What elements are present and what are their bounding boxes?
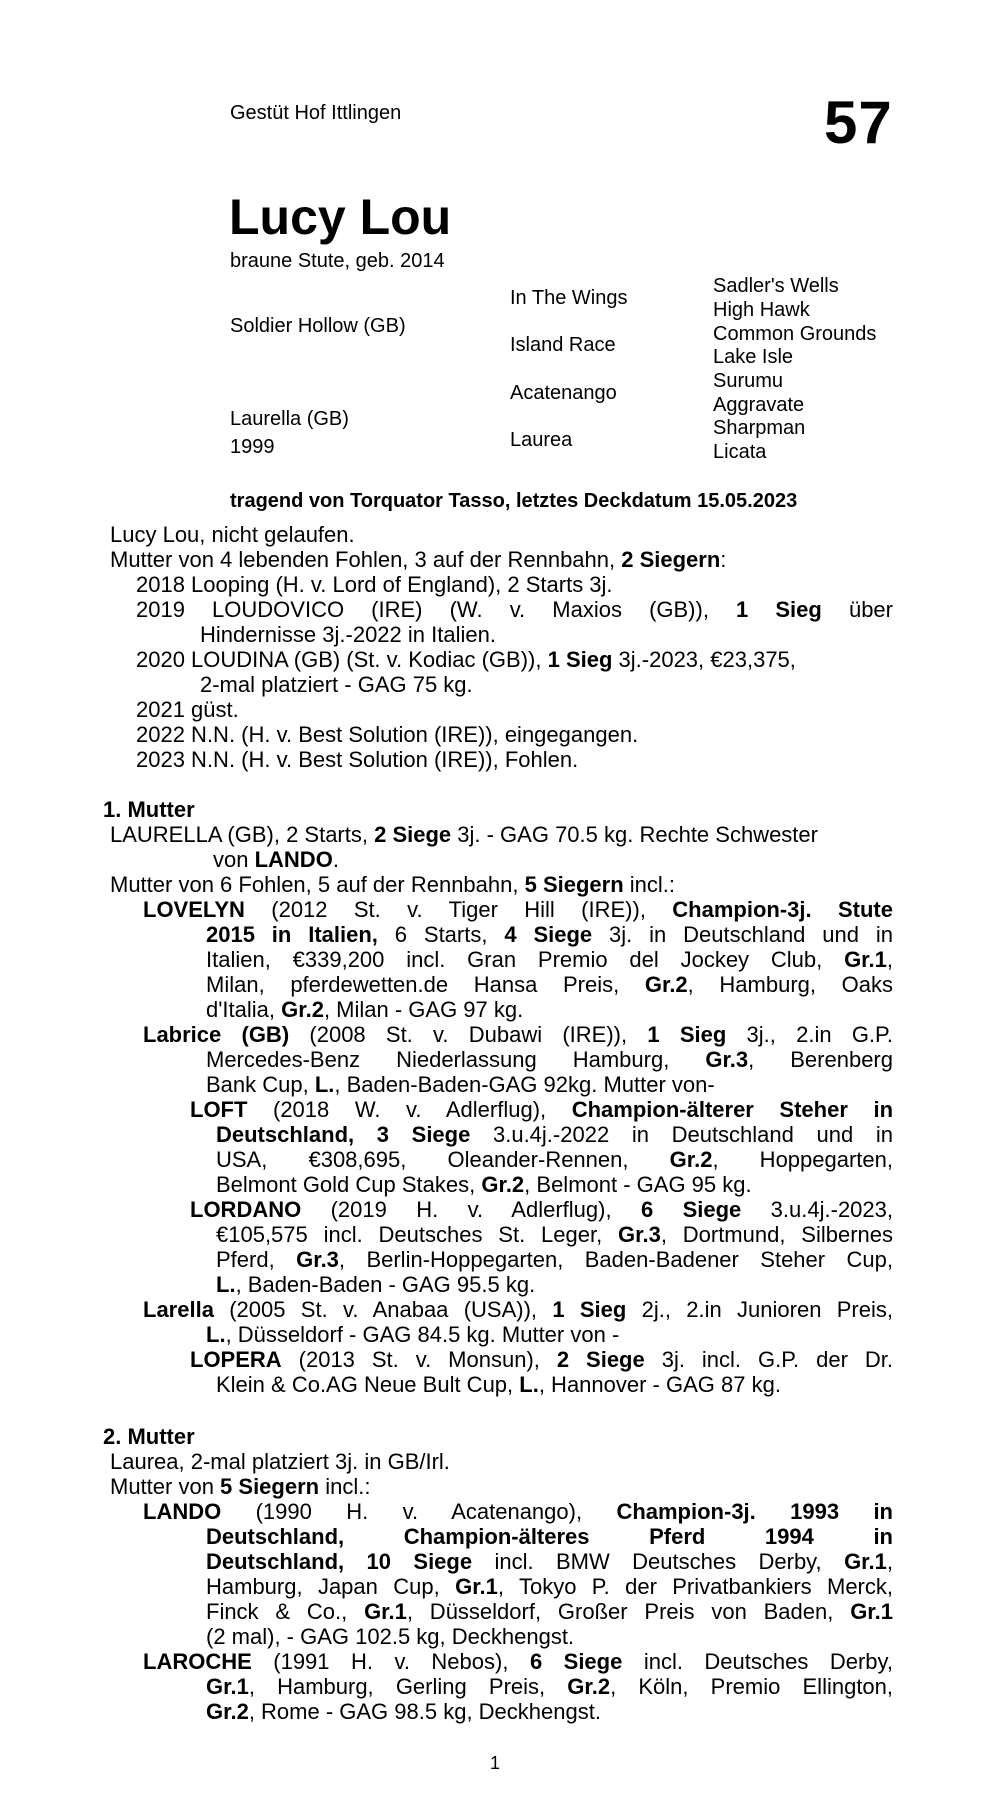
lovelyn-entry: 2015 in Italien, 6 Starts, 4 Siege 3j. in Deutschland und in — [206, 922, 893, 947]
dam2-line: Mutter von 5 Siegern incl.: — [110, 1474, 371, 1499]
larella-entry: Larella (2005 St. v. Anabaa (USA)), 1 Sieg 2j., 2.in Junioren Preis, — [143, 1297, 893, 1322]
lopera-entry: LOPERA (2013 St. v. Monsun), 2 Siege 3j. incl. G.P. der Dr. — [190, 1347, 893, 1372]
lando-entry: LANDO (1990 H. v. Acatenango), Champion-3j. 1993 in — [143, 1499, 893, 1524]
covering-note: tragend von Torquator Tasso, letztes Deckdatum 15.05.2023 — [230, 490, 798, 512]
lovelyn-entry: Milan, pferdewetten.de Hansa Preis, Gr.2, Hamburg, Oaks — [206, 972, 894, 997]
pedigree-gen3-5: Surumu — [713, 370, 784, 392]
lordano-entry: L., Baden-Baden - GAG 95.5 kg. — [216, 1272, 536, 1297]
lando-entry: Deutschland, 10 Siege incl. BMW Deutsches Derby, Gr.1, — [206, 1549, 893, 1574]
section-heading-dam2: 2. Mutter — [103, 1424, 195, 1449]
lando-entry: Finck & Co., Gr.1, Düsseldorf, Großer Preis von Baden, Gr.1 — [206, 1599, 893, 1624]
laroche-entry: LAROCHE (1991 H. v. Nebos), 6 Siege incl. Deutsches Derby, — [143, 1649, 893, 1674]
pedigree-sire-sire: In The Wings — [510, 287, 628, 309]
lando-entry: (2 mal), - GAG 102.5 kg, Deckhengst. — [206, 1624, 575, 1649]
loft-entry: Belmont Gold Cup Stakes, Gr.2, Belmont - GAG 95 kg. — [216, 1172, 752, 1197]
pedigree-sire-dam: Island Race — [510, 334, 616, 356]
lovelyn-entry: Italien, €339,200 incl. Gran Premio del Jockey Club, Gr.1, — [206, 947, 893, 972]
labrice-entry: Bank Cup, L., Baden-Baden-GAG 92kg. Mutter von- — [206, 1072, 715, 1097]
pedigree-gen3-8: Licata — [713, 441, 767, 463]
laroche-entry: Gr.1, Hamburg, Gerling Preis, Gr.2, Köln, Premio Ellington, — [206, 1674, 894, 1699]
pedigree-gen3-7: Sharpman — [713, 417, 806, 439]
lando-entry: Hamburg, Japan Cup, Gr.1, Tokyo P. der Privatbankiers Merck, — [206, 1574, 893, 1599]
dam1-line: LAURELLA (GB), 2 Starts, 2 Siege 3j. - GAG 70.5 kg. Rechte Schwester — [110, 822, 818, 847]
labrice-entry: Labrice (GB) (2008 St. v. Dubawi (IRE)), 1 Sieg 3j., 2.in G.P. — [143, 1022, 893, 1047]
produce-2022: 2022 N.N. (H. v. Best Solution (IRE)), eingegangen. — [136, 722, 639, 747]
pedigree-sire: Soldier Hollow (GB) — [230, 315, 406, 337]
loft-entry: USA, €308,695, Oleander-Rennen, Gr.2, Hoppegarten, — [216, 1147, 894, 1172]
produce-2023: 2023 N.N. (H. v. Best Solution (IRE)), Fohlen. — [136, 747, 579, 772]
lordano-entry: €105,575 incl. Deutsches St. Leger, Gr.3, Dortmund, Silbernes — [216, 1222, 893, 1247]
page-number: 1 — [490, 1753, 501, 1773]
produce-line: Lucy Lou, nicht gelaufen. — [110, 522, 355, 547]
dam2-line: Laurea, 2-mal platziert 3j. in GB/Irl. — [110, 1449, 450, 1474]
dam1-line: von LANDO. — [213, 847, 339, 872]
produce-2020: 2020 LOUDINA (GB) (St. v. Kodiac (GB)), 1 Sieg 3j.-2023, €23,375, — [136, 647, 796, 672]
pedigree-dam-year: 1999 — [230, 436, 275, 458]
produce-2019-cont: Hindernisse 3j.-2022 in Italien. — [200, 622, 496, 647]
horse-name: Lucy Lou — [229, 189, 452, 245]
produce-2018: 2018 Looping (H. v. Lord of England), 2 Starts 3j. — [136, 572, 613, 597]
pedigree-dam: Laurella (GB) — [230, 408, 349, 430]
labrice-entry: Mercedes-Benz Niederlassung Hamburg, Gr.3, Berenberg — [206, 1047, 893, 1072]
lovelyn-entry: LOVELYN (2012 St. v. Tiger Hill (IRE)), Champion-3j. Stute — [143, 897, 893, 922]
pedigree-dam-dam: Laurea — [510, 429, 573, 451]
pedigree-gen3-3: Common Grounds — [713, 323, 877, 345]
lordano-entry: Pferd, Gr.3, Berlin-Hoppegarten, Baden-Badener Steher Cup, — [216, 1247, 893, 1272]
pedigree-dam-sire: Acatenango — [510, 382, 617, 404]
larella-entry: L., Düsseldorf - GAG 84.5 kg. Mutter von - — [206, 1322, 620, 1347]
lot-number: 57 — [824, 89, 893, 156]
stud-name: Gestüt Hof Ittlingen — [230, 102, 402, 124]
section-heading-dam1: 1. Mutter — [103, 797, 195, 822]
lordano-entry: LORDANO (2019 H. v. Adlerflug), 6 Siege 3.u.4j.-2023, — [190, 1197, 893, 1222]
produce-2020-cont: 2-mal platziert - GAG 75 kg. — [200, 672, 473, 697]
loft-entry: Deutschland, 3 Siege 3.u.4j.-2022 in Deutschland und in — [216, 1122, 893, 1147]
pedigree-gen3-6: Aggravate — [713, 394, 805, 416]
loft-entry: LOFT (2018 W. v. Adlerflug), Champion-älterer Steher in — [190, 1097, 894, 1122]
pedigree-gen3-4: Lake Isle — [713, 346, 794, 368]
lopera-entry: Klein & Co.AG Neue Bult Cup, L., Hannover - GAG 87 kg. — [216, 1372, 781, 1397]
pedigree-gen3-2: High Hawk — [713, 299, 810, 321]
horse-description: braune Stute, geb. 2014 — [230, 250, 445, 272]
produce-2021: 2021 güst. — [136, 697, 239, 722]
pedigree-gen3-1: Sadler's Wells — [713, 275, 839, 297]
produce-2019: 2019 LOUDOVICO (IRE) (W. v. Maxios (GB)), 1 Sieg über — [136, 597, 893, 622]
lovelyn-entry: d'Italia, Gr.2, Milan - GAG 97 kg. — [206, 997, 524, 1022]
laroche-entry: Gr.2, Rome - GAG 98.5 kg, Deckhengst. — [206, 1699, 601, 1724]
dam1-line: Mutter von 6 Fohlen, 5 auf der Rennbahn, 5 Siegern incl.: — [110, 872, 676, 897]
lando-entry: Deutschland, Champion-älteres Pferd 1994 in — [206, 1524, 893, 1549]
produce-line: Mutter von 4 lebenden Fohlen, 3 auf der Rennbahn, 2 Siegern: — [110, 547, 727, 572]
